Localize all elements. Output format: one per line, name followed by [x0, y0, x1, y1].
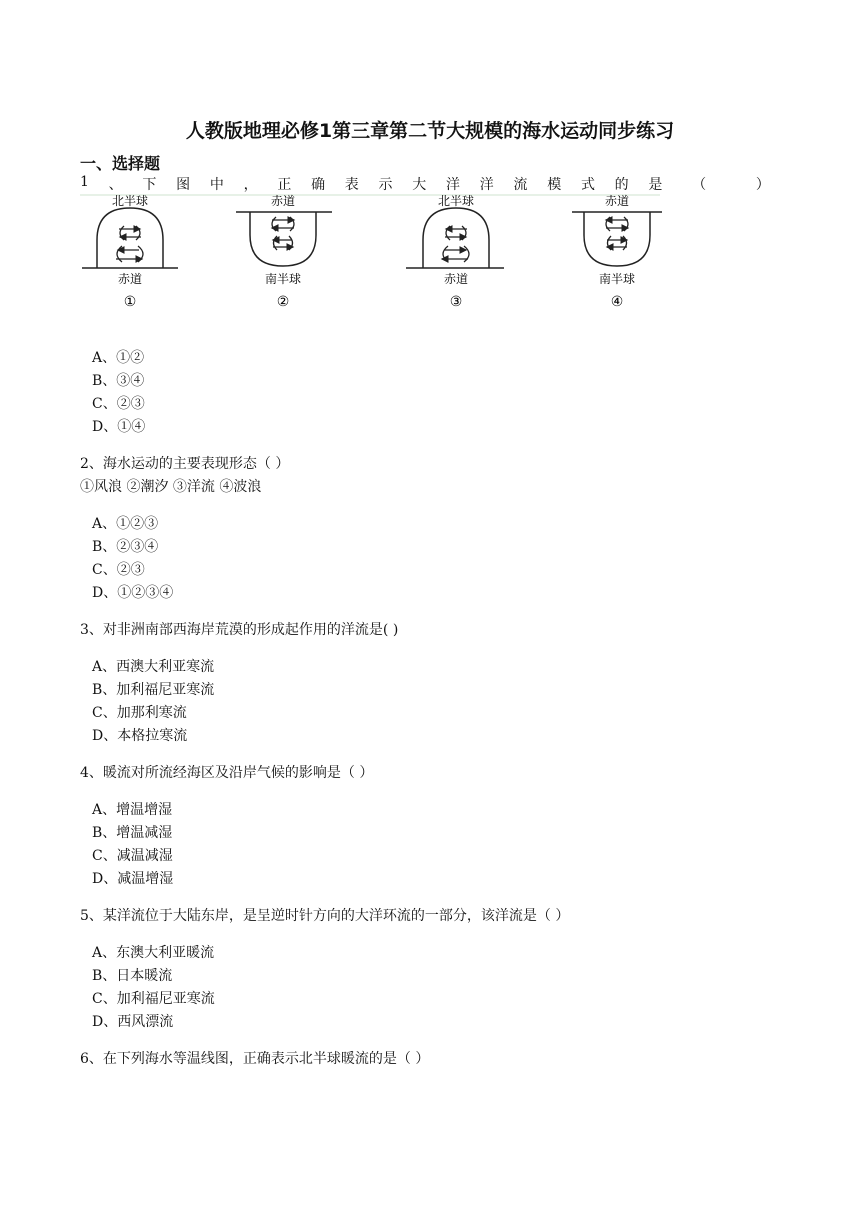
- q2-option-a[interactable]: A、①②③: [92, 516, 159, 532]
- question-2-stem: 2、海水运动的主要表现形态（ ）: [80, 456, 290, 472]
- q1-char: 1: [80, 174, 89, 190]
- diagram-3-number: ③: [449, 294, 463, 310]
- question-4-stem: 4、暖流对所流经海区及沿岸气候的影响是（ ）: [80, 765, 374, 781]
- section-heading: 一、选择题: [80, 154, 161, 173]
- diagram-4-top-label: 赤道: [604, 194, 630, 208]
- diagram-3: [406, 193, 504, 310]
- q3-option-b[interactable]: B、加利福尼亚寒流: [92, 682, 215, 698]
- q4-option-d[interactable]: D、减温增湿: [92, 871, 174, 887]
- q1-option-c[interactable]: C、②③: [92, 396, 145, 412]
- q1-char: ，: [243, 177, 258, 193]
- diagram-1: [82, 193, 178, 310]
- q1-char: 流: [513, 177, 528, 193]
- q1-char: ）: [755, 177, 770, 193]
- q3-option-d[interactable]: D、本格拉寒流: [92, 728, 188, 744]
- q2-option-d[interactable]: D、①②③④: [92, 585, 174, 601]
- q5-option-d[interactable]: D、西风漂流: [92, 1014, 174, 1030]
- question-3-stem: 3、对非洲南部西海岸荒漠的形成起作用的洋流是( ): [80, 622, 399, 638]
- q4-option-b[interactable]: B、增温减湿: [92, 825, 173, 841]
- q1-char: 是: [648, 177, 663, 193]
- q1-option-a[interactable]: A、①②: [92, 350, 145, 366]
- q1-option-d[interactable]: D、①④: [92, 419, 146, 435]
- q1-char: 洋: [479, 177, 494, 193]
- q1-char: 表: [344, 177, 359, 193]
- q5-option-c[interactable]: C、加利福尼亚寒流: [92, 991, 215, 1007]
- q1-char: 式: [580, 177, 595, 193]
- q1-char: 下: [142, 177, 157, 193]
- diagram-4-number: ④: [610, 294, 624, 310]
- diagram-2: [236, 193, 332, 310]
- diagram-1-bottom-label: 赤道: [117, 272, 143, 286]
- diagram-4-bottom-label: 南半球: [598, 272, 636, 286]
- q4-option-a[interactable]: A、增温增湿: [92, 802, 173, 818]
- page-title: 人教版地理必修1第三章第二节大规模的海水运动同步练习: [185, 120, 675, 142]
- q1-char: 确: [311, 177, 326, 193]
- question-2-items: ①风浪 ②潮汐 ③洋流 ④波浪: [80, 479, 262, 495]
- q2-option-c[interactable]: C、②③: [92, 562, 145, 578]
- diagram-3-bottom-label: 赤道: [443, 272, 469, 286]
- q3-option-c[interactable]: C、加那利寒流: [92, 705, 187, 721]
- diagram-1-top-label: 北半球: [111, 194, 149, 208]
- diagram-2-number: ②: [276, 294, 290, 310]
- ocean-current-diagrams: [0, 0, 860, 320]
- diagram-3-top-label: 北半球: [437, 194, 475, 208]
- q1-char: 洋: [446, 177, 460, 193]
- q1-char: 的: [614, 177, 629, 193]
- q3-option-a[interactable]: A、西澳大利亚寒流: [92, 659, 215, 675]
- q1-char: 图: [176, 177, 191, 193]
- q1-char: 、: [108, 177, 123, 193]
- diagram-2-bottom-label: 南半球: [264, 272, 302, 286]
- diagram-1-number: ①: [123, 294, 137, 310]
- q1-char: 模: [547, 177, 562, 193]
- diagram-4: [572, 193, 662, 310]
- q1-char: （: [692, 177, 707, 193]
- q1-option-b[interactable]: B、③④: [92, 373, 145, 389]
- q1-char: 中: [209, 177, 224, 193]
- q4-option-c[interactable]: C、减温减湿: [92, 848, 173, 864]
- q2-option-b[interactable]: B、②③④: [92, 539, 159, 555]
- question-6-stem: 6、在下列海水等温线图，正确表示北半球暖流的是（ ）: [80, 1051, 430, 1067]
- q1-char: 正: [277, 177, 292, 193]
- question-5-stem: 5、某洋流位于大陆东岸，是呈逆时针方向的大洋环流的一部分，该洋流是（ ）: [80, 908, 570, 924]
- diagram-2-top-label: 赤道: [270, 194, 296, 208]
- q1-char: 大: [412, 177, 427, 193]
- q5-option-a[interactable]: A、东澳大利亚暖流: [92, 945, 215, 961]
- q5-option-b[interactable]: B、日本暖流: [92, 968, 173, 984]
- q1-char: 示: [378, 177, 393, 193]
